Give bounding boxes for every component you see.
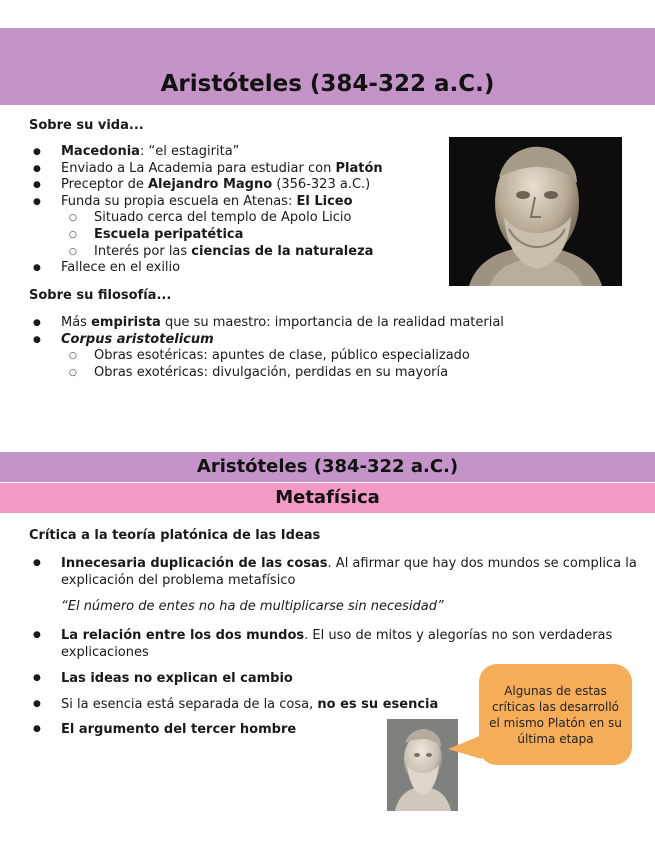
slide1-title: Aristóteles (384-322 a.C.) (160, 71, 495, 97)
item-bold: Alejandro Magno (147, 177, 273, 193)
item-bold: Platón (335, 160, 383, 176)
critique-item (29, 627, 612, 661)
item-bold: no es su esencia (317, 697, 439, 712)
speech-bubble-text: Algunas de estas críticas las desarrolló el mismo Platón en su última etapa (489, 683, 622, 746)
critique-section-title: Crítica a la teoría platónica de las Ideas (29, 528, 321, 543)
critique-item (29, 696, 438, 713)
life-list (29, 144, 383, 277)
section-life-title: Sobre su vida... (29, 118, 144, 133)
item-text: Interés por las (94, 243, 192, 259)
ockham-quote: “El número de entes no ha de multiplicarse sin necesidad” (61, 599, 444, 614)
item-text: Funda su propia escuela en Atenas: (61, 193, 297, 209)
item-bold: ciencias de la naturaleza (191, 243, 374, 259)
bullet-icon: ● (33, 724, 41, 734)
item-bold: Innecesaria duplicación de las cosas (61, 556, 328, 571)
item-bold: La relación entre los dos mundos (61, 628, 305, 643)
item-text: Situado cerca del templo de Apolo Licio (94, 210, 352, 226)
item-bold: Macedonia (61, 144, 140, 159)
critique-item (29, 721, 296, 738)
slide2-subtitle-band (0, 483, 655, 513)
list-item (29, 144, 383, 161)
item-bold: empirista (91, 315, 161, 330)
slide2-title-band (0, 452, 655, 482)
item-bold: Escuela peripatética (94, 226, 244, 242)
item-bold: El argumento del tercer hombre (61, 722, 297, 737)
item-bold: Las ideas no explican el cambio (61, 671, 293, 686)
bullet-icon: ● (33, 558, 41, 568)
item-bold-italic: Corpus aristotelicum (61, 331, 214, 347)
item-text: . El uso de mitos y alegorías no son verdaderas (304, 628, 613, 643)
sublist-item (61, 227, 383, 244)
aristotle-bust-icon (449, 137, 622, 286)
item-text: Preceptor de (61, 177, 148, 193)
list-item (29, 260, 383, 277)
item-text: que su maestro: importancia de la realidad material (160, 315, 504, 330)
critique-item (29, 670, 293, 687)
slide1-title-band (0, 28, 655, 105)
section-philosophy-title: Sobre su filosofía... (29, 288, 172, 303)
item-text: : “el estagirita” (139, 144, 240, 159)
list-item (29, 194, 383, 260)
sublist-item (61, 244, 383, 261)
list-item (29, 332, 504, 382)
sublist (61, 210, 383, 260)
bullet-icon: ● (33, 630, 41, 640)
plato-bust-graphic (387, 719, 458, 811)
aristotle-bust-graphic (449, 137, 622, 286)
item-text: Si la esencia está separada de la cosa, (61, 697, 318, 712)
sublist-item (61, 210, 383, 227)
plato-bust-icon (387, 719, 458, 811)
sublist-item (61, 365, 504, 382)
item-text: explicación del problema metafísico (61, 573, 296, 588)
bullet-icon: ● (33, 673, 41, 683)
item-text: explicaciones (61, 645, 149, 660)
item-text: . Al afirmar que hay dos mundos se complica la (327, 556, 637, 571)
item-text: Más (61, 315, 92, 330)
speech-bubble-tail (448, 735, 482, 759)
list-item (29, 315, 504, 332)
slide2-subtitle: Metafísica (275, 487, 380, 508)
item-text: (356-323 a.C.) (272, 177, 371, 193)
speech-bubble (479, 664, 632, 765)
item-text: Obras exotéricas: divulgación, perdidas en su mayoría (94, 364, 449, 380)
item-text: Enviado a La Academia para estudiar con (61, 160, 336, 176)
bullet-icon: ● (33, 699, 41, 709)
list-item (29, 161, 383, 178)
list-item (29, 177, 383, 194)
philosophy-list (29, 315, 504, 381)
sublist-item (61, 348, 504, 365)
critique-item (29, 555, 637, 589)
sublist (61, 348, 504, 381)
slide2-title: Aristóteles (384-322 a.C.) (196, 456, 459, 477)
item-text: Fallece en el exilio (61, 260, 181, 276)
item-bold: El Liceo (296, 193, 353, 209)
item-text: Obras esotéricas: apuntes de clase, público especializado (94, 348, 470, 364)
